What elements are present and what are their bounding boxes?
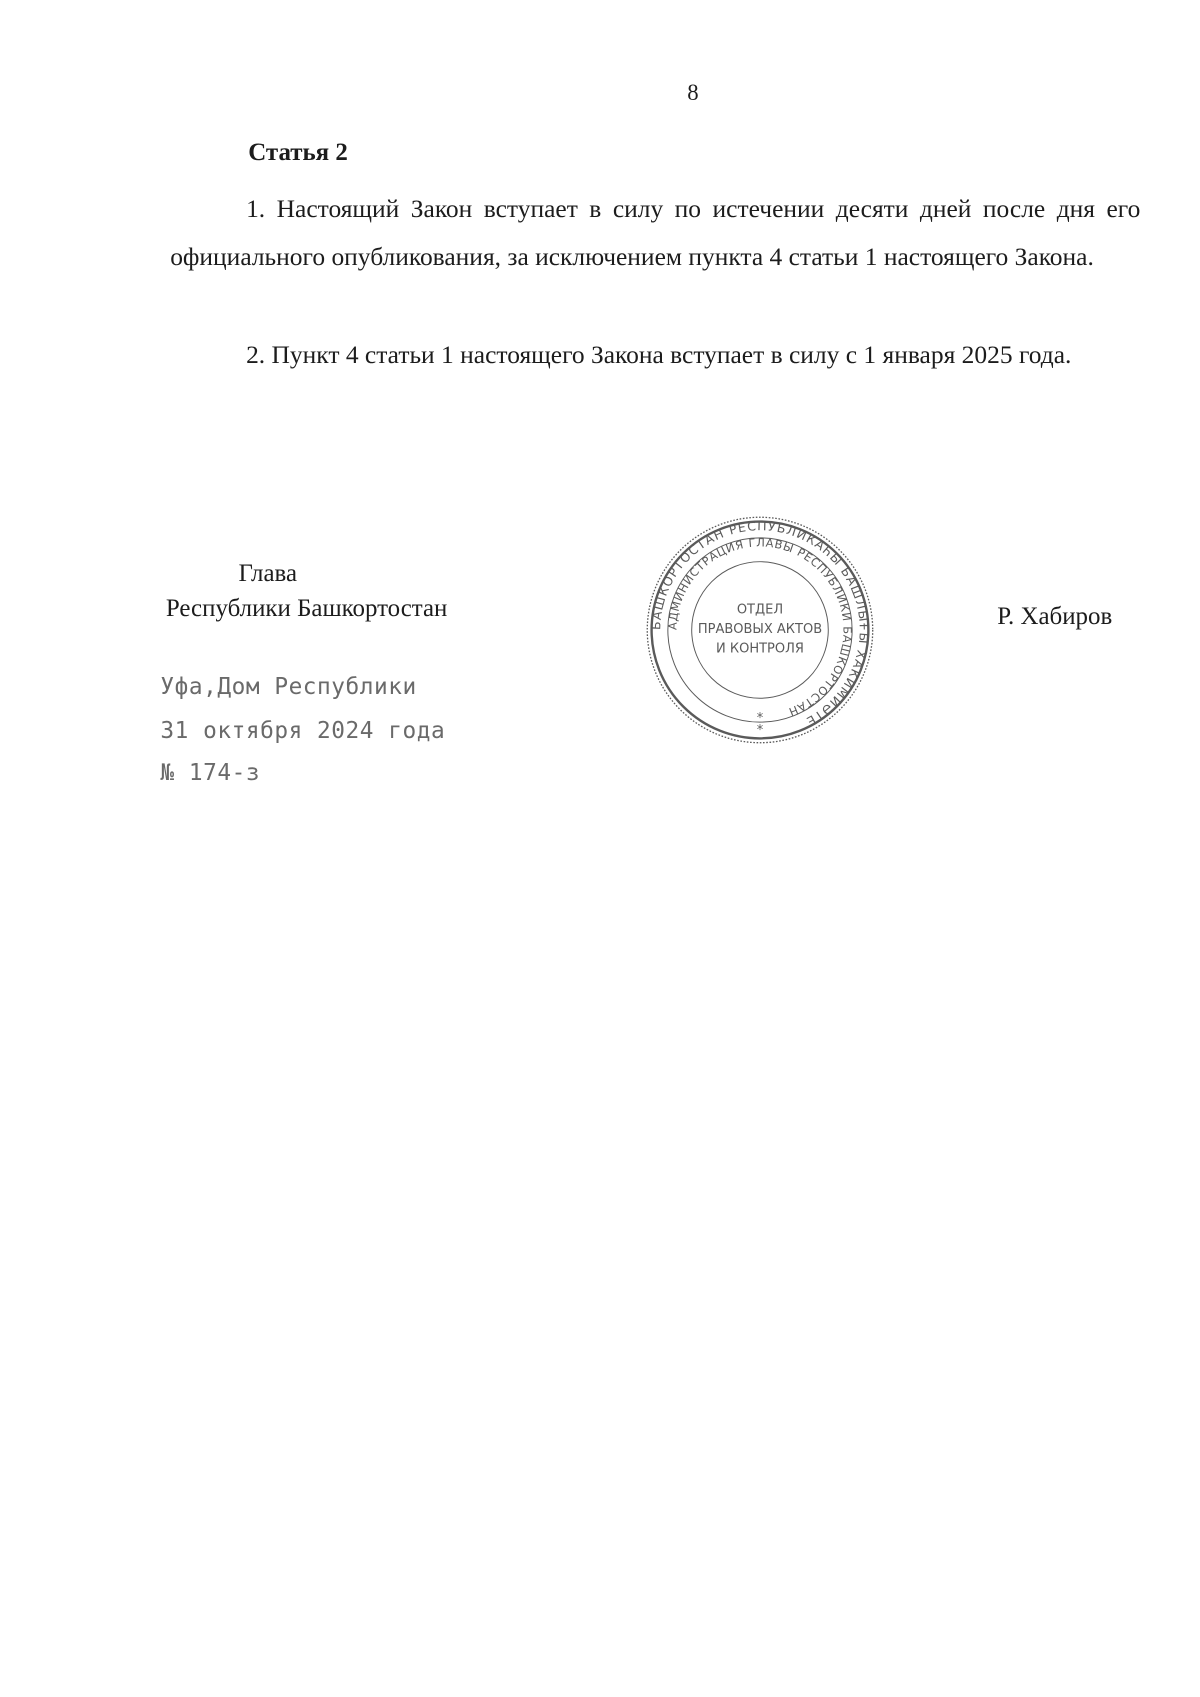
imprint-place: Уфа,Дом Республики bbox=[160, 674, 417, 701]
seal-center-line-1: ОТДЕЛ bbox=[736, 602, 784, 618]
seal-star-icon: * bbox=[756, 710, 764, 726]
imprint-law-number: № 174-з bbox=[160, 759, 261, 786]
official-seal-stamp bbox=[644, 514, 876, 746]
signatory-name: Р. Хабиров bbox=[997, 602, 1113, 630]
seal-center-line-2: ПРАВОВЫХ АКТОВ bbox=[697, 622, 823, 638]
article-paragraph-2: 2. Пункт 4 статьи 1 настоящего Закона вступает в силу с 1 января 2025 года. bbox=[246, 339, 1072, 369]
seal-center-line-3: И КОНТРОЛЯ bbox=[715, 641, 804, 657]
seal-star-icon-2: * bbox=[756, 722, 764, 738]
page-number: 8 bbox=[687, 80, 699, 106]
article-paragraph-1: 1. Настоящий Закон вступает в силу по истечении десяти дней после дня его официального опубликования, за исключением пункта 4 статьи 1 настоящего Закона. bbox=[170, 194, 1141, 272]
signatory-role-line-1: Глава bbox=[238, 560, 298, 588]
seal-inner-textpath: АДМИНИСТРАЦИЯ ГЛАВЫ РЕСПУБЛИКИ БАШКОРТОСТАН bbox=[665, 535, 855, 719]
signatory-role-line-2: Республики Башкортостан bbox=[165, 595, 448, 623]
seal-outer-textpath: БАШКОРТОСТАН РЕСПУБЛИКАҺЫ БАШЛЫҒЫ ХАКИМИӘТЕ bbox=[648, 517, 872, 730]
article-title: Статья 2 bbox=[248, 138, 348, 166]
imprint-date: 31 октября 2024 года bbox=[160, 717, 446, 744]
